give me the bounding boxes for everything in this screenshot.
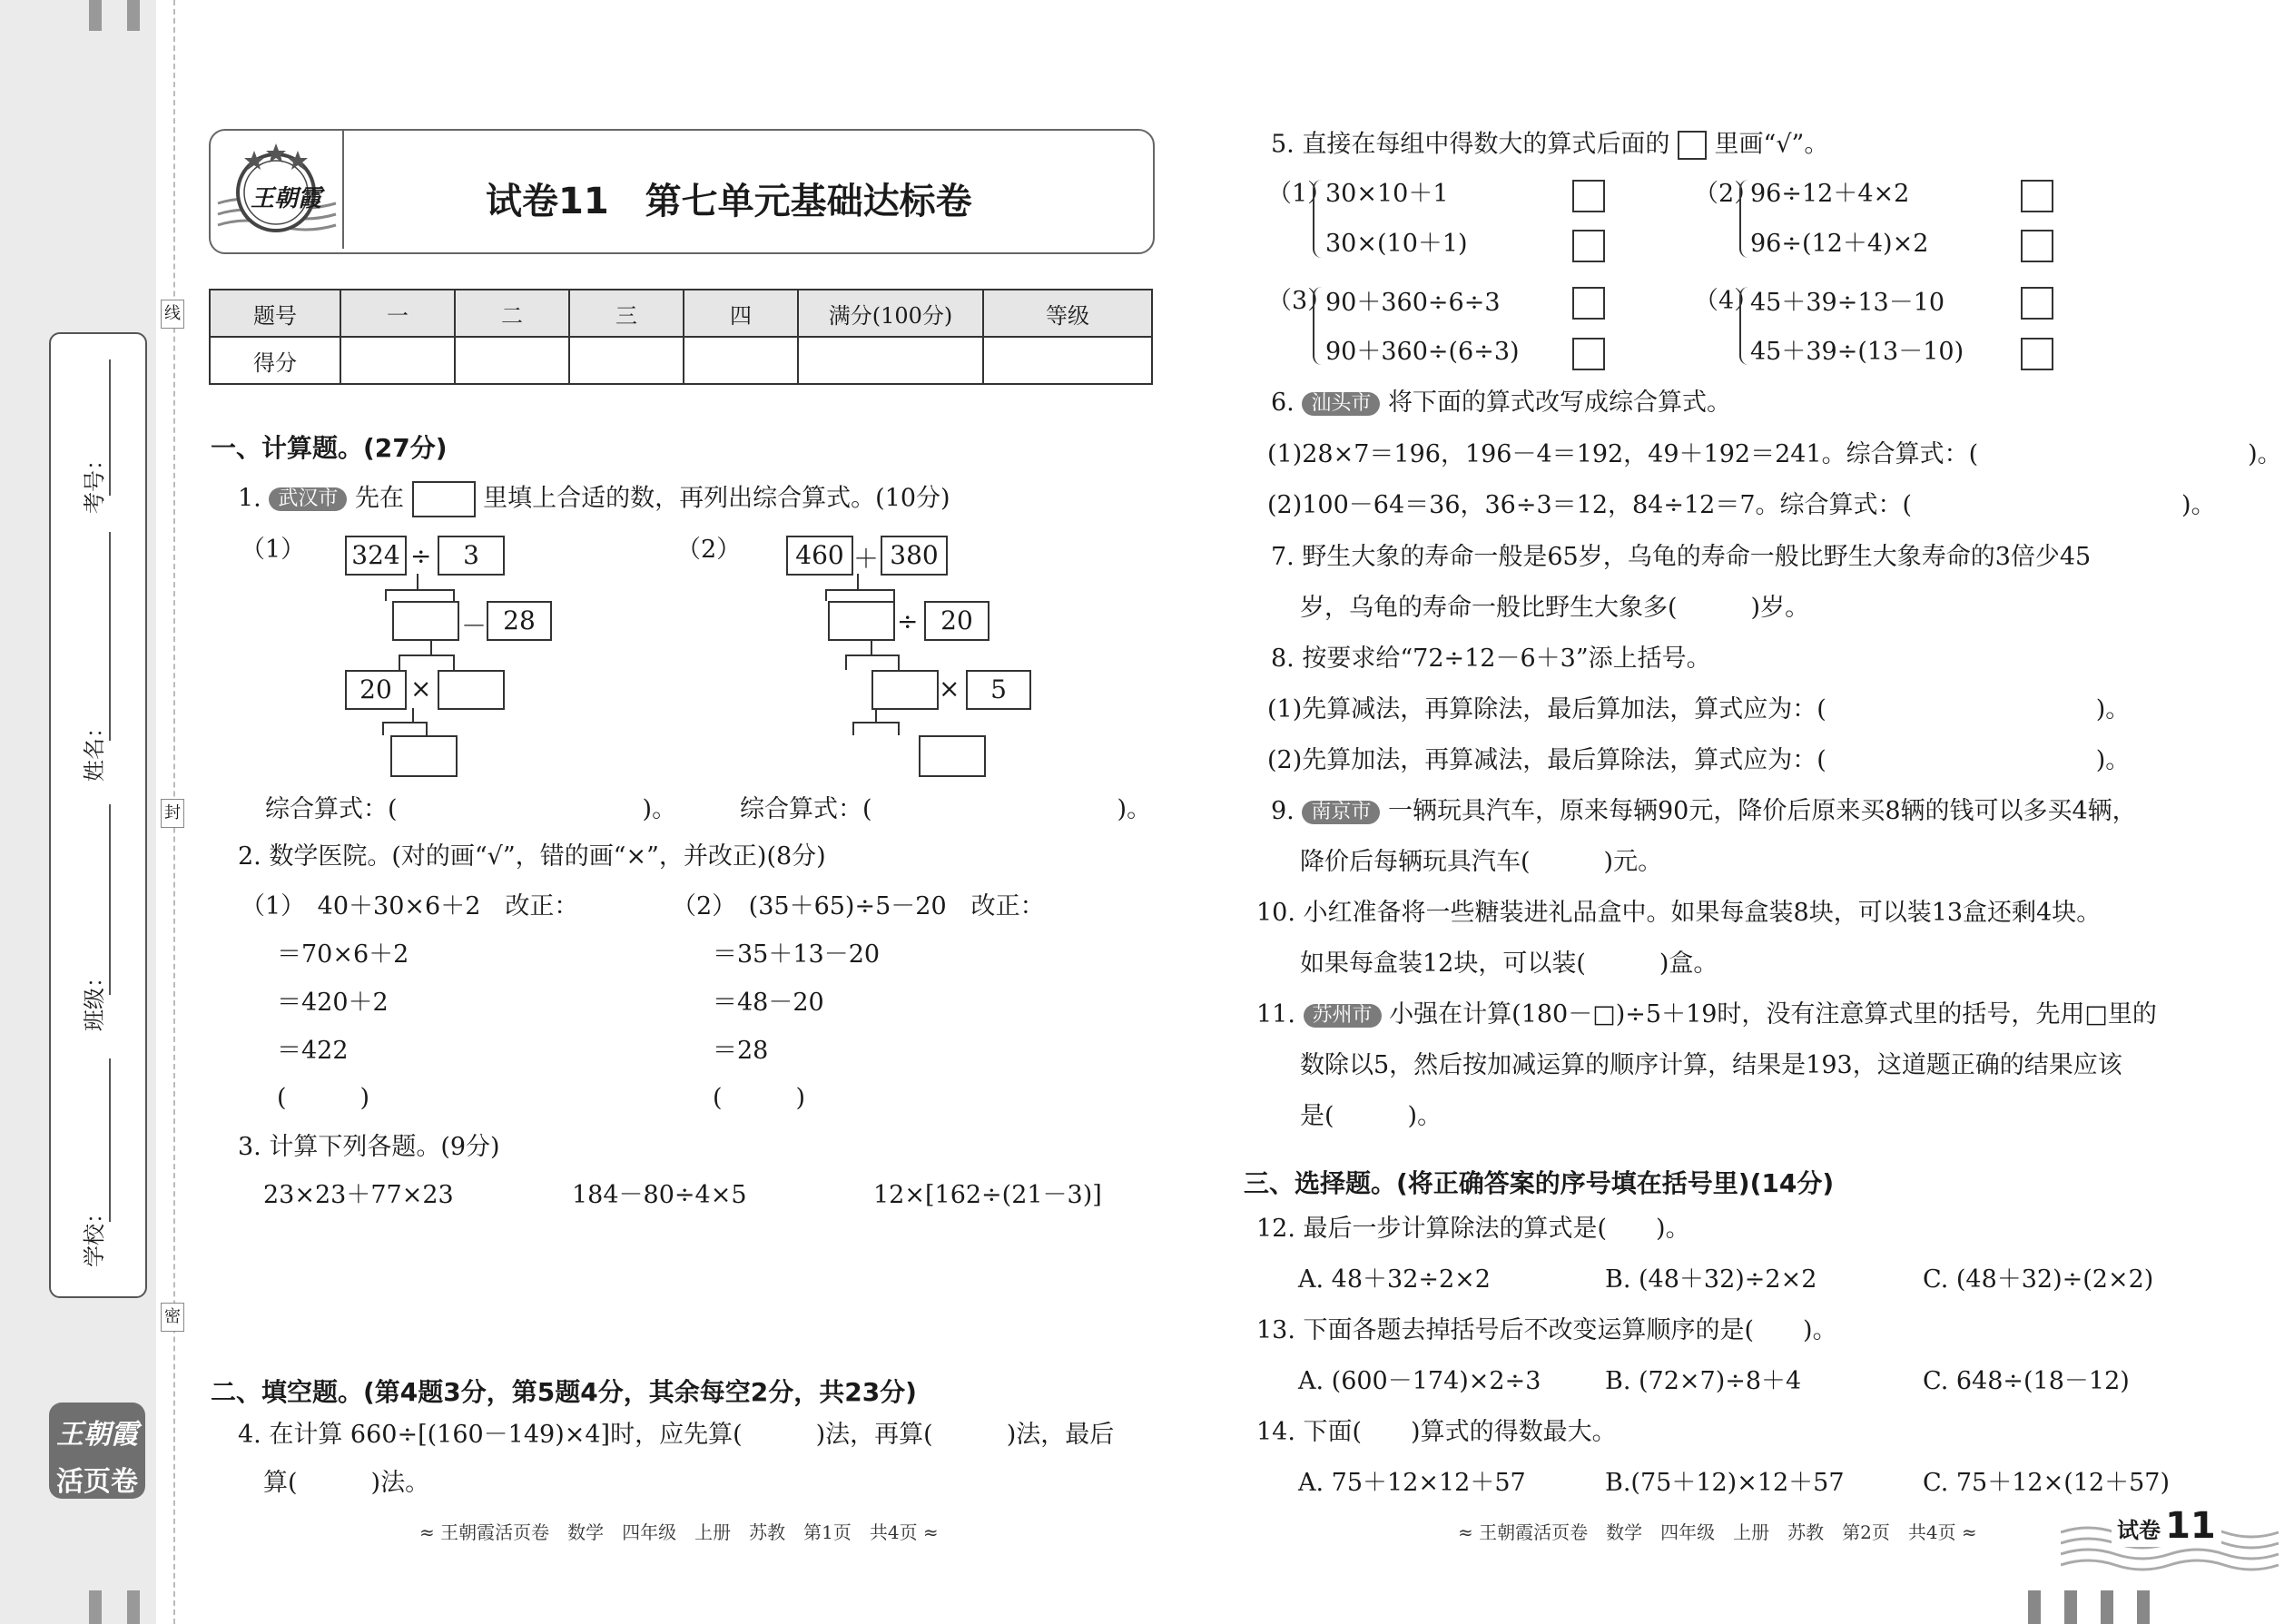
- class-label: 班级：: [82, 966, 107, 1031]
- q1-region-tag: 武汉市: [269, 487, 347, 511]
- binding-mark-bottom: [2064, 1590, 2077, 1624]
- binding-mark-bottom: [127, 1590, 140, 1624]
- q7-line1: 7. 野生大象的寿命一般是65岁，乌龟的寿命一般比野生大象寿命的3倍少45: [1271, 543, 2092, 571]
- exam-no-label: 考号：: [82, 448, 107, 514]
- q2b-line1: （2） (35＋65)÷5－20 改正：: [672, 892, 1045, 920]
- q14-option-b: B.(75＋12)×12＋57: [1605, 1469, 1845, 1497]
- q10-line2[interactable]: 如果每盒装12块，可以装( )盒。: [1300, 950, 1718, 978]
- q1-p1-box-28: 28: [487, 601, 552, 641]
- score-header-cell: 题号: [210, 290, 340, 337]
- left-footer: ≈ 王朝霞活页卷 数学 四年级 上册 苏教 第1页 共4页 ≈: [419, 1521, 939, 1543]
- q11-region-tag: 苏州市: [1304, 1004, 1382, 1028]
- paper-label: 试卷: [2117, 1518, 2161, 1543]
- q2b-line4: ＝28: [713, 1037, 769, 1065]
- q6: [1271, 390, 1731, 416]
- q1-p2-box-20: 20: [924, 601, 989, 641]
- q13-text[interactable]: 13. 下面各题去掉括号后不改变运算顺序的是( )。: [1256, 1316, 1837, 1344]
- score-cell[interactable]: [340, 337, 455, 384]
- q9-region-tag: 南京市: [1302, 801, 1380, 824]
- q5-text-a: 5. 直接在每组中得数大的算式后面的: [1271, 130, 1670, 159]
- q5-1-label: （1）: [1267, 180, 1333, 208]
- q5-4-expr-a: 45＋39÷13－10: [1750, 289, 1945, 317]
- q5-2-label: （2）: [1694, 180, 1759, 208]
- q1: [238, 481, 950, 517]
- q9-line2[interactable]: 降价后每辆玩具汽车( )元。: [1300, 848, 1663, 876]
- score-header-cell: 四: [684, 290, 798, 337]
- q5-1-expr-a: 30×10＋1: [1325, 180, 1449, 208]
- q12-text[interactable]: 12. 最后一步计算除法的算式是( )。: [1256, 1215, 1690, 1243]
- q1-p2-op-plus: ＋: [853, 544, 880, 574]
- q8-part1[interactable]: (1)先算减法，再算除法，最后算加法，算式应为：( )。: [1267, 695, 2131, 723]
- q2b-line2: ＝35＋13－20: [713, 940, 881, 969]
- q14-option-a: A. 75＋12×12＋57: [1298, 1469, 1526, 1497]
- q12-option-c: C. (48＋32)÷(2×2): [1923, 1265, 2154, 1294]
- q13-option-b: B. (72×7)÷8＋4: [1605, 1367, 1802, 1395]
- q1-p1-result-blank[interactable]: [390, 735, 458, 777]
- q11-line1: 小强在计算(180－□)÷5＋19时，没有注意算式里的括号，先用□里的: [1389, 1000, 2157, 1029]
- q4-line2[interactable]: 算( )法。: [263, 1469, 430, 1497]
- brand-line1: 王朝霞: [56, 1419, 138, 1451]
- logo-text: 王朝霞: [251, 185, 322, 212]
- q1-p1-op-times: ×: [410, 674, 432, 704]
- q1-p1-blank-2[interactable]: [438, 670, 505, 710]
- q8-text: 8. 按要求给“72÷12－6＋3”添上括号。: [1271, 645, 1711, 673]
- q3-expr-3: 12×[162÷(21－3)]: [873, 1181, 1102, 1209]
- q5-4-check-a[interactable]: [2021, 287, 2053, 320]
- score-header-cell: 二: [455, 290, 569, 337]
- q12-option-a: A. 48＋32÷2×2: [1298, 1265, 1491, 1294]
- q5-4-expr-b: 45＋39÷(13－10): [1750, 338, 1964, 366]
- q13-option-a: A. (600－174)×2÷3: [1298, 1367, 1541, 1395]
- right-footer: ≈ 王朝霞活页卷 数学 四年级 上册 苏教 第2页 共4页 ≈: [1458, 1521, 1977, 1543]
- score-cell[interactable]: [798, 337, 983, 384]
- score-cell[interactable]: [684, 337, 798, 384]
- q1-text-a: 先在: [354, 484, 404, 513]
- q2a-line2: ＝70×6＋2: [277, 940, 409, 969]
- q9-line1: 一辆玩具汽车，原来每辆90元，降价后原来买8辆的钱可以多买4辆，: [1387, 797, 2137, 825]
- paper-number-badge: [2112, 1505, 2221, 1547]
- score-header-cell: 满分(100分): [798, 290, 983, 337]
- q1-part2-label: （2）: [676, 536, 742, 564]
- q5-inline-box: [1678, 131, 1707, 160]
- q3-expr-2: 184－80÷4×5: [572, 1181, 747, 1209]
- binding-mark-bottom: [2028, 1590, 2041, 1624]
- q7-line2[interactable]: 岁，乌龟的寿命一般比野生大象多( )岁。: [1300, 594, 1810, 622]
- q5-2-check-b[interactable]: [2021, 230, 2053, 262]
- q5-2-brace: [1739, 180, 1750, 258]
- name-field[interactable]: [109, 532, 111, 741]
- binding-mark-bottom: [2101, 1590, 2113, 1624]
- q1-p1-op-divide: ÷: [410, 541, 432, 571]
- q12-option-b: B. (48＋32)÷2×2: [1605, 1265, 1817, 1294]
- q5-3-label: （3）: [1267, 287, 1333, 315]
- school-field[interactable]: [109, 1058, 111, 1222]
- q5-3-check-a[interactable]: [1572, 287, 1605, 320]
- q1-p1-op-minus: －: [461, 611, 487, 641]
- q11: [1256, 1002, 2157, 1028]
- score-table-row: [210, 337, 1152, 384]
- q1-number: 1.: [238, 484, 261, 513]
- score-table: [209, 289, 1153, 385]
- q11-line2: 数除以5，然后按加减运算的顺序计算，结果是193，这道题正确的结果应该: [1300, 1051, 2122, 1079]
- cut-mark-line: 线: [161, 300, 184, 329]
- q1-inline-box: [412, 481, 476, 517]
- q1-part1-label: （1）: [241, 536, 306, 564]
- student-info-fields: [49, 332, 143, 1294]
- section3-title: 三、选择题。(将正确答案的序号填在括号里)(14分): [1244, 1168, 1835, 1198]
- q13-option-c: C. 648÷(18－12): [1923, 1367, 2130, 1395]
- q5-2-expr-b: 96÷(12＋4)×2: [1750, 230, 1929, 258]
- q1-p2-op-times: ×: [939, 674, 960, 704]
- q5-4-brace: [1739, 287, 1750, 365]
- q2a-line1: （1） 40＋30×6＋2 改正：: [241, 892, 579, 920]
- q6-number: 6.: [1271, 389, 1295, 417]
- q2-text: 2. 数学医院。(对的画“√”，错的画“×”，并改正)(8分): [238, 842, 826, 871]
- q3-text: 3. 计算下列各题。(9分): [238, 1133, 500, 1161]
- q6-part2[interactable]: (2)100－64＝36，36÷3＝12，84÷12＝7。综合算式：( )。: [1267, 491, 2216, 519]
- score-cell[interactable]: [983, 337, 1152, 384]
- q3-expr-1: 23×23＋77×23: [263, 1181, 454, 1209]
- brand-badge: [49, 1403, 145, 1499]
- paper-number: 11: [2165, 1505, 2216, 1547]
- q5-3-expr-b: 90＋360÷(6÷3): [1325, 338, 1520, 366]
- q2a-line4: ＝422: [277, 1037, 349, 1065]
- section1-title: 一、计算题。(27分): [211, 433, 448, 463]
- school-label: 学校：: [82, 1202, 107, 1267]
- q11-line3[interactable]: 是( )。: [1300, 1102, 1442, 1130]
- q10-line1: 10. 小红准备将一些糖装进礼品盒中。如果每盒装8块，可以装13盒还剩4块。: [1256, 899, 2102, 927]
- name-label: 姓名：: [82, 716, 107, 782]
- exam-no-field[interactable]: [109, 359, 111, 496]
- score-header-cell: 等级: [983, 290, 1152, 337]
- q6-text: 将下面的算式改写成综合算式。: [1387, 389, 1731, 417]
- q9-number: 9.: [1271, 797, 1295, 825]
- q1-formula-2[interactable]: 综合算式：( )。: [740, 795, 1152, 823]
- q6-region-tag: 汕头市: [1302, 392, 1380, 416]
- q1-p1-box-20: 20: [345, 670, 407, 710]
- q1-formula-1[interactable]: 综合算式：( )。: [265, 795, 677, 823]
- cut-mark-secret: 密: [161, 1303, 184, 1332]
- score-row-label: 得分: [210, 337, 340, 384]
- q5-4-label: （4）: [1694, 287, 1759, 315]
- q1-p2-box-380: 380: [881, 536, 948, 576]
- q1-p2-box-460: 460: [786, 536, 853, 576]
- q1-p2-op-divide: ÷: [897, 606, 919, 636]
- binding-mark-top: [127, 0, 140, 31]
- q5-text-b: 里画“√”。: [1714, 130, 1829, 159]
- q5-1-brace: [1313, 180, 1324, 258]
- cut-mark-seal: 封: [161, 799, 184, 828]
- q2a-judgement[interactable]: ( ): [277, 1084, 370, 1112]
- q5-3-brace: [1313, 287, 1324, 365]
- q14-option-c: C. 75＋12×(12＋57): [1923, 1469, 2170, 1497]
- q14-text[interactable]: 14. 下面( )算式的得数最大。: [1256, 1418, 1617, 1446]
- q5-1-check-a[interactable]: [1572, 180, 1605, 212]
- score-table-header: [210, 290, 1152, 337]
- class-field[interactable]: [109, 804, 111, 995]
- binding-mark-bottom: [89, 1590, 102, 1624]
- q5-2-expr-a: 96÷12＋4×2: [1750, 180, 1910, 208]
- q5-1-check-b[interactable]: [1572, 230, 1605, 262]
- q8-part2[interactable]: (2)先算加法，再算减法，最后算除法，算式应为：( )。: [1267, 746, 2131, 774]
- section2-title: 二、填空题。(第4题3分，第5题4分，其余每空2分，共23分): [211, 1377, 917, 1407]
- brand-line2: 活页卷: [56, 1466, 138, 1498]
- score-header-cell: 三: [569, 290, 684, 337]
- q5-2-check-a[interactable]: [2021, 180, 2053, 212]
- binding-mark-bottom: [2137, 1590, 2150, 1624]
- q1-p2-blank-1[interactable]: [828, 601, 895, 641]
- q2b-line3: ＝48－20: [713, 989, 824, 1017]
- q1-p2-box-5: 5: [966, 670, 1031, 710]
- score-cell[interactable]: [455, 337, 569, 384]
- q1-p1-blank-1[interactable]: [392, 601, 459, 641]
- q9: [1271, 799, 2137, 824]
- q6-part1[interactable]: (1)28×7＝196，196－4＝192，49＋192＝241。综合算式：( )。: [1267, 440, 2282, 468]
- binding-mark-top: [89, 0, 102, 31]
- q1-p2-blank-2[interactable]: [871, 670, 939, 710]
- q1-p1-box-3: 3: [438, 536, 505, 576]
- q2b-judgement[interactable]: ( ): [713, 1084, 806, 1112]
- q1-p1-box-324: 324: [345, 536, 407, 576]
- score-cell[interactable]: [569, 337, 684, 384]
- q4-line1[interactable]: 4. 在计算 660÷[(160－149)×4]时，应先算( )法，再算( )法，最后: [238, 1421, 1115, 1449]
- q11-number: 11.: [1256, 1000, 1295, 1029]
- q5-1-expr-b: 30×(10＋1): [1325, 230, 1468, 258]
- q5-3-check-b[interactable]: [1572, 338, 1605, 370]
- q1-p2-result-blank[interactable]: [919, 735, 986, 777]
- q5-4-check-b[interactable]: [2021, 338, 2053, 370]
- page-title: 试卷11 第七单元基础达标卷: [486, 181, 972, 222]
- q1-text-b: 里填上合适的数，再列出综合算式。(10分): [483, 484, 950, 513]
- q5-3-expr-a: 90＋360÷6÷3: [1325, 289, 1501, 317]
- score-header-cell: 一: [340, 290, 455, 337]
- q5-text: [1271, 131, 1828, 160]
- logo-area: [211, 131, 344, 249]
- q2a-line3: ＝420＋2: [277, 989, 389, 1017]
